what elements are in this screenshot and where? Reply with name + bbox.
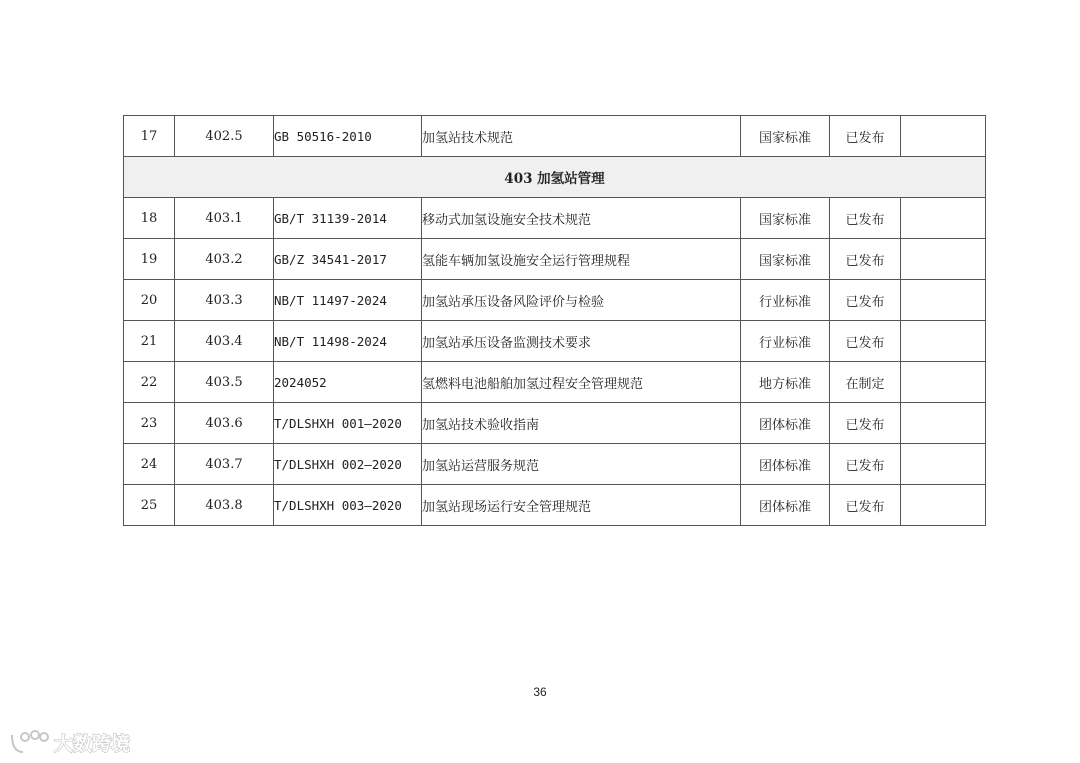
cell-standard-name: 加氢站承压设备监测技术要求 [422,321,741,362]
cell-standard-name: 加氢站运营服务规范 [422,444,741,485]
cell-code: 403.3 [175,280,274,321]
table-row [124,485,986,526]
page-number: 36 [533,685,547,699]
cell-code: 403.6 [175,403,274,444]
cell-status: 已发布 [830,485,901,526]
section-row [124,157,986,198]
cell-status: 已发布 [830,116,901,157]
cell-standard-number: GB/T 31139-2014 [274,198,422,239]
cell-level: 行业标准 [741,321,830,362]
cell-standard-name: 加氢站技术规范 [422,116,741,157]
cell-standard-number: 2024052 [274,362,422,403]
table-row [124,444,986,485]
cell-number: 18 [124,198,175,239]
cell-standard-number: T/DLSHXH 002—2020 [274,444,422,485]
cell-note [901,321,986,362]
cell-status: 在制定 [830,362,901,403]
cell-standard-number: GB 50516-2010 [274,116,422,157]
cell-level: 团体标准 [741,403,830,444]
section-title: 403 加氢站管理 [124,157,986,198]
table-row [124,280,986,321]
cell-note [901,485,986,526]
cell-status: 已发布 [830,403,901,444]
cell-code: 403.8 [175,485,274,526]
cell-level: 团体标准 [741,485,830,526]
cell-level: 国家标准 [741,239,830,280]
table-row [124,321,986,362]
cell-standard-name: 加氢站现场运行安全管理规范 [422,485,741,526]
cell-code: 402.5 [175,116,274,157]
watermark-text: 大数跨境 [54,733,131,755]
cell-level: 行业标准 [741,280,830,321]
cell-code: 403.4 [175,321,274,362]
cell-number: 22 [124,362,175,403]
table-row [124,198,986,239]
cell-code: 403.1 [175,198,274,239]
cell-note [901,280,986,321]
cell-number: 25 [124,485,175,526]
cell-status: 已发布 [830,321,901,362]
cell-standard-name: 加氢站技术验收指南 [422,403,741,444]
cell-standard-name: 移动式加氢设施安全技术规范 [422,198,741,239]
cell-standard-name: 氢燃料电池船舶加氢过程安全管理规范 [422,362,741,403]
cell-status: 已发布 [830,444,901,485]
cell-number: 17 [124,116,175,157]
cell-note [901,198,986,239]
cell-number: 24 [124,444,175,485]
cell-number: 21 [124,321,175,362]
watermark-logo-icon [8,725,143,759]
standards-table [123,115,986,526]
cell-status: 已发布 [830,280,901,321]
cell-code: 403.2 [175,239,274,280]
cell-status: 已发布 [830,239,901,280]
cell-number: 20 [124,280,175,321]
table-row [124,362,986,403]
table-row [124,116,986,157]
cell-level: 地方标准 [741,362,830,403]
cell-note [901,239,986,280]
cell-standard-number: NB/T 11498-2024 [274,321,422,362]
cell-standard-number: NB/T 11497-2024 [274,280,422,321]
cell-level: 国家标准 [741,116,830,157]
table-row [124,239,986,280]
cell-standard-name: 氢能车辆加氢设施安全运行管理规程 [422,239,741,280]
cell-level: 国家标准 [741,198,830,239]
cell-standard-number: GB/Z 34541-2017 [274,239,422,280]
cell-status: 已发布 [830,198,901,239]
cell-level: 团体标准 [741,444,830,485]
cell-code: 403.5 [175,362,274,403]
cell-note [901,116,986,157]
cell-note [901,362,986,403]
cell-code: 403.7 [175,444,274,485]
table-row [124,403,986,444]
cell-number: 19 [124,239,175,280]
cell-number: 23 [124,403,175,444]
cell-note [901,403,986,444]
cell-standard-number: T/DLSHXH 003—2020 [274,485,422,526]
cell-standard-name: 加氢站承压设备风险评价与检验 [422,280,741,321]
watermark [8,725,143,759]
cell-note [901,444,986,485]
cell-standard-number: T/DLSHXH 001—2020 [274,403,422,444]
